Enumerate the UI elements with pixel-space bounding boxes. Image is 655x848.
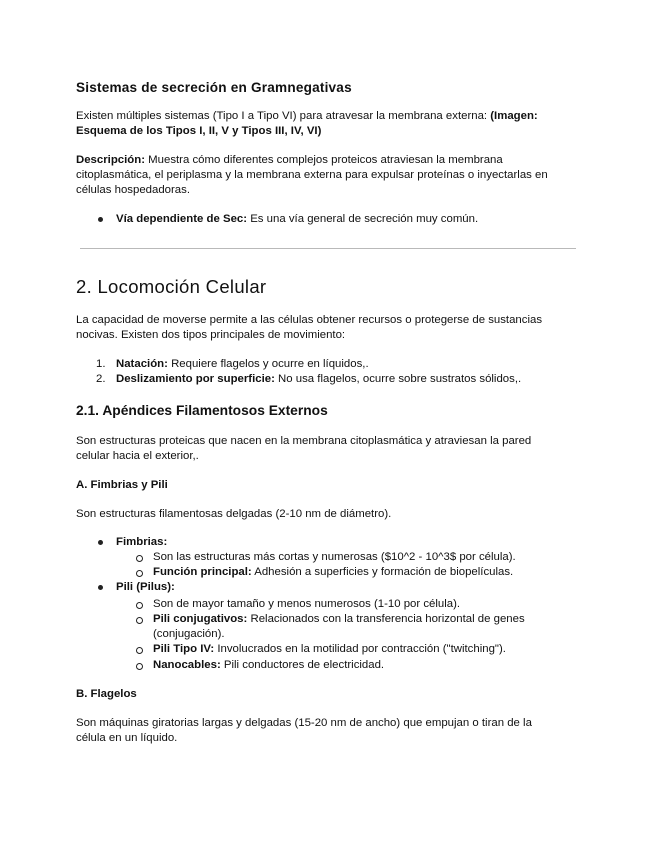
- pili-sub-3: [153, 642, 506, 657]
- sec-text: Es una vía general de secreción muy común.: [247, 213, 479, 225]
- deslizamiento-text: No usa flagelos, ocurre sobre sustratos sólidos,.: [274, 373, 522, 385]
- sub-bullet-circle-icon: [136, 602, 143, 609]
- natacion-text: Requiere flagelos y ocurre en líquidos,.: [167, 358, 369, 370]
- sub-bullet-circle-icon: [136, 663, 143, 670]
- pili-sub-2-continuation: (conjugación).: [153, 628, 225, 640]
- pili-conjugativos-text: Relacionados con la transferencia horizontal de genes: [247, 613, 525, 625]
- secretion-intro-bold: (Imagen:: [490, 110, 538, 122]
- pili-tipo-iv-text: Involucrados en la motilidad por contracción ("twitching").: [214, 643, 506, 655]
- pili-sub-4: [153, 658, 384, 673]
- fimbrias-pili-intro: Son estructuras filamentosas delgadas (2-10 nm de diámetro).: [76, 508, 392, 520]
- flagelos-line-2: célula en un líquido.: [76, 732, 178, 744]
- pili-label: Pili (Pilus):: [116, 581, 175, 593]
- secretion-intro-text: Existen múltiples sistemas (Tipo I a Tipo VI) para atravesar la membrana externa:: [76, 110, 491, 122]
- secretion-intro-bold-2: Esquema de los Tipos I, II, V y Tipos III, IV, VI): [76, 125, 322, 137]
- function-label: Función principal:: [153, 566, 252, 578]
- function-text: Adhesión a superficies y formación de biopelículas.: [251, 566, 514, 578]
- sub-bullet-circle-icon: [136, 570, 143, 577]
- description-label: Descripción:: [76, 154, 145, 166]
- nanocables-label: Nanocables:: [153, 659, 221, 671]
- fimbrias-sub-2: [153, 565, 513, 580]
- bullet-dot-icon: [98, 540, 103, 545]
- horizontal-divider: [80, 248, 576, 249]
- sub-bullet-circle-icon: [136, 555, 143, 562]
- fimbrias-label: Fimbrias:: [116, 536, 168, 548]
- description-line-3: células hospedadoras.: [76, 184, 190, 196]
- secretion-intro-line-1: [76, 109, 576, 124]
- bullet-dot-icon: [98, 217, 103, 222]
- pili-sub-2: [153, 612, 525, 627]
- heading-secretion: Sistemas de secreción en Gramnegativas: [76, 80, 352, 95]
- appendices-intro-line-2: celular hacia el exterior,.: [76, 450, 199, 462]
- list-number: 2.: [96, 373, 106, 385]
- fimbrias-sub-1: Son las estructuras más cortas y numerosas ($10^2 - 10^3$ por célula).: [153, 551, 516, 563]
- pili-tipo-iv-label: Pili Tipo IV:: [153, 643, 215, 655]
- secretion-intro-line-2: [76, 124, 576, 139]
- list-item-fimbrias: [116, 535, 167, 550]
- natacion-label: Natación:: [116, 358, 168, 370]
- sub-bullet-circle-icon: [136, 617, 143, 624]
- heading-appendices: 2.1. Apéndices Filamentosos Externos: [76, 403, 328, 418]
- list-number: 1.: [96, 358, 106, 370]
- locomotion-intro-line-2: nocivas. Existen dos tipos principales de movimiento:: [76, 329, 346, 341]
- list-item-pili: [116, 580, 175, 595]
- bullet-dot-icon: [98, 585, 103, 590]
- description-text-1: Muestra cómo diferentes complejos proteicos atraviesan la membrana: [145, 154, 503, 166]
- flagelos-line-1: Son máquinas giratorias largas y delgadas (15-20 nm de ancho) que empujan o tiran de la: [76, 717, 532, 729]
- heading-fimbrias-pili: A. Fimbrias y Pili: [76, 479, 168, 491]
- list-item-sec: [116, 212, 478, 227]
- nanocables-text: Pili conductores de electricidad.: [220, 659, 385, 671]
- sec-label: Vía dependiente de Sec:: [116, 213, 248, 225]
- description-line-2: citoplasmática, el periplasma y la membrana externa para expulsar proteínas o inyectarlas en: [76, 169, 548, 181]
- appendices-intro-line-1: Son estructuras proteicas que nacen en la membrana citoplasmática y atraviesan la pared: [76, 435, 532, 447]
- pili-conjugativos-label: Pili conjugativos:: [153, 613, 248, 625]
- heading-locomotion: 2. Locomoción Celular: [76, 276, 267, 297]
- locomotion-intro-line-1: La capacidad de moverse permite a las células obtener recursos o protegerse de sustancias: [76, 314, 543, 326]
- deslizamiento-label: Deslizamiento por superficie:: [116, 373, 275, 385]
- pili-sub-1: Son de mayor tamaño y menos numerosos (1-10 por célula).: [153, 598, 461, 610]
- list-item-deslizamiento: [116, 372, 521, 387]
- heading-flagelos: B. Flagelos: [76, 688, 137, 700]
- list-item-natacion: [116, 357, 369, 372]
- description-line-1: [76, 153, 576, 168]
- sub-bullet-circle-icon: [136, 647, 143, 654]
